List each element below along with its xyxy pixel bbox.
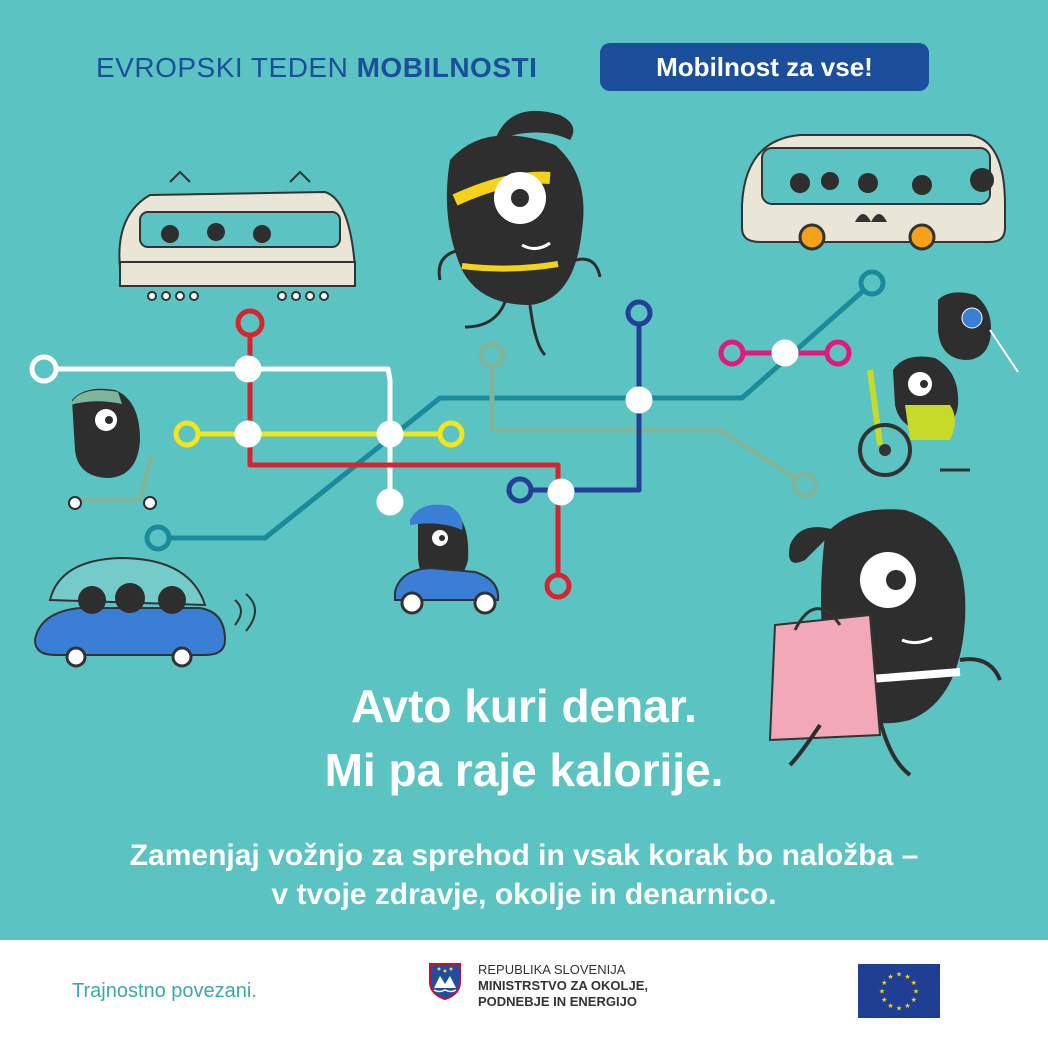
eu-star-icon: ★ [904, 1002, 911, 1011]
eu-star-icon: ★ [895, 970, 903, 979]
footer [0, 940, 1048, 1046]
subheadline-line2: v tvoje zdravje, okolje in denarnico. [271, 878, 777, 911]
eu-star-icon: ★ [912, 987, 920, 996]
campaign-title-light: EVROPSKI TEDEN [96, 52, 349, 83]
campaign-title-bold: MOBILNOSTI [356, 52, 538, 83]
eu-star-icon: ★ [895, 1004, 903, 1013]
ministry-line2: MINISTRSTVO ZA OKOLJE, [478, 978, 648, 993]
ministry-text [478, 962, 648, 1010]
slogan-badge: Mobilnost za vse! [600, 43, 929, 91]
eu-star-icon: ★ [881, 996, 888, 1004]
eu-star-icon: ★ [887, 972, 894, 981]
eu-flag-icon [858, 964, 940, 1018]
ministry-line1: REPUBLIKA SLOVENIJA [478, 962, 626, 977]
ministry-line3: PODNEBJE IN ENERGIJO [478, 994, 637, 1009]
slovenia-coat-of-arms-icon [428, 962, 462, 1000]
eu-star-icon: ★ [887, 1002, 894, 1011]
car-icon [35, 558, 255, 666]
blind-walker-icon [938, 292, 1018, 372]
tram-icon [119, 172, 355, 300]
runner-icon [439, 111, 600, 355]
eu-star-icon: ★ [910, 979, 917, 987]
eu-star-icon: ★ [881, 979, 888, 987]
subheadline-line1: Zamenjaj vožnjo za sprehod in vsak korak bo naložba – [129, 839, 919, 872]
ministry-logo [428, 962, 648, 1010]
moped-rider-icon [395, 505, 498, 613]
eu-star-icon: ★ [910, 996, 917, 1004]
tagline: Trajnostno povezani. [72, 980, 257, 1002]
headline-line2: Mi pa raje kalorije. [324, 744, 724, 796]
bus-icon [742, 135, 1005, 249]
eu-star-icon: ★ [904, 972, 911, 981]
headline-line1: Avto kuri denar. [351, 680, 697, 732]
scooter-rider-icon [69, 389, 156, 509]
eu-star-icon: ★ [878, 987, 886, 996]
eu-stars-icon [858, 964, 940, 1018]
wheelchair-user-icon [860, 357, 970, 476]
